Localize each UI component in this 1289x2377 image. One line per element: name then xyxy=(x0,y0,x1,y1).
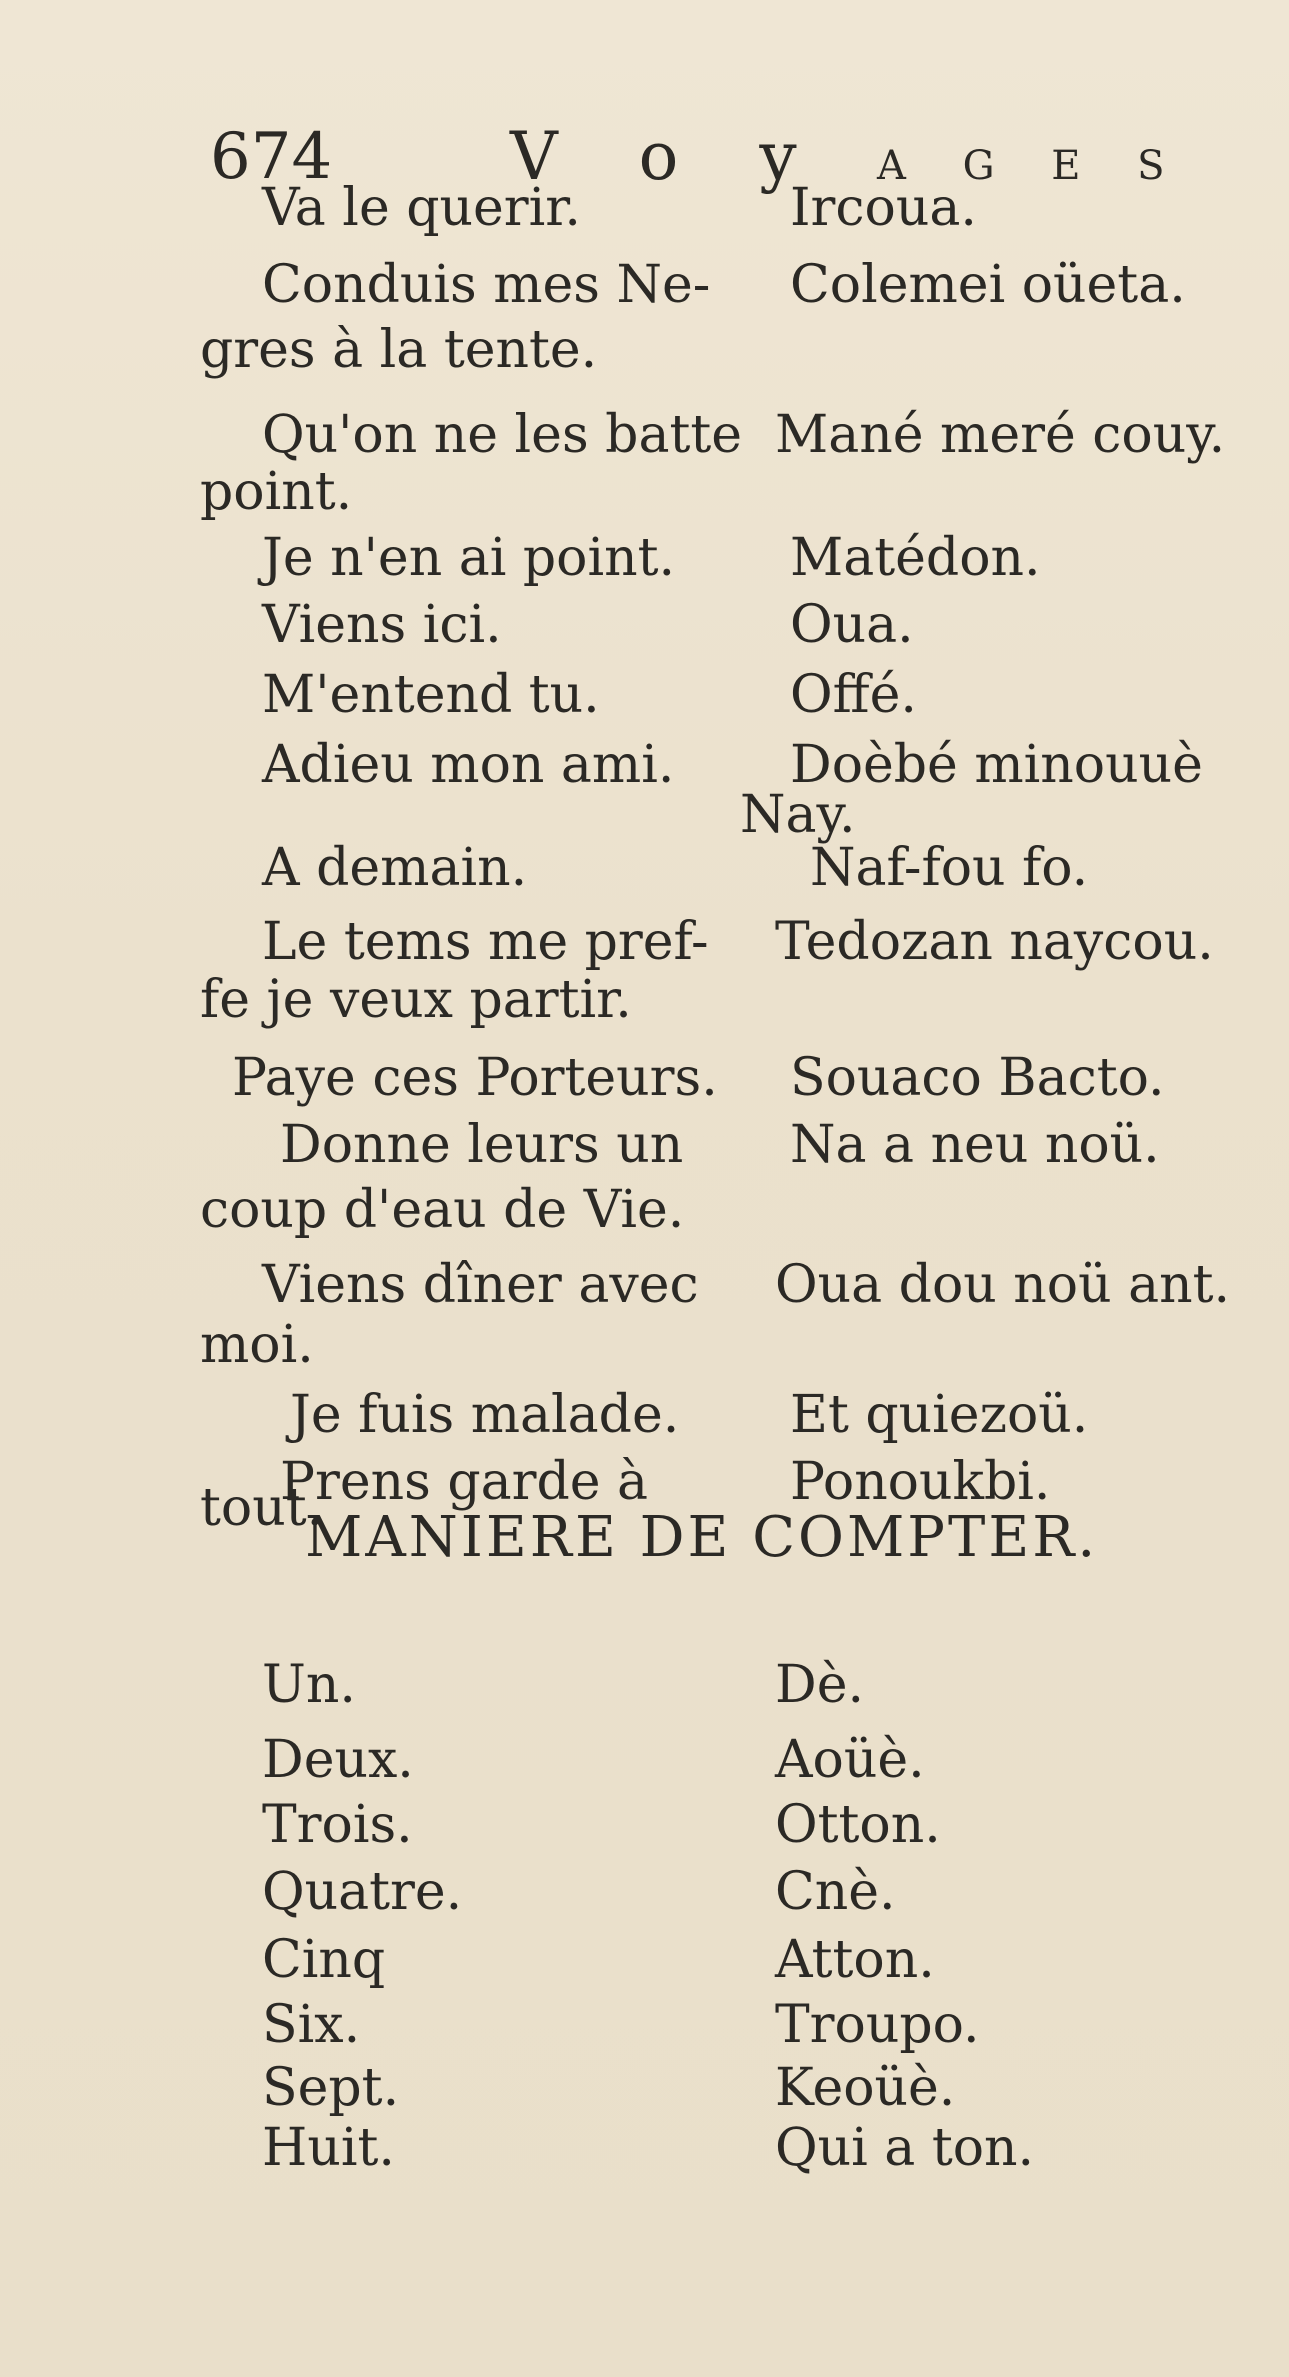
number-native: Otton. xyxy=(775,1795,941,1855)
phrase-fr-cont: fe je veux partir. xyxy=(200,970,632,1030)
number-native: Atton. xyxy=(775,1930,935,1990)
phrase-fr: Qu'on ne les batte xyxy=(262,405,743,465)
phrase-native: Ponoukbi. xyxy=(790,1452,1051,1512)
phrase-fr-cont: gres à la tente. xyxy=(200,320,598,380)
phrase-native: Oua. xyxy=(790,595,914,655)
phrase-fr: Donne leurs un xyxy=(280,1115,684,1175)
phrase-fr-cont: point. xyxy=(200,462,353,522)
running-title-part1: V o y xyxy=(510,118,827,195)
phrase-native: Tedozan naycou. xyxy=(775,912,1214,972)
number-native: Keoüè. xyxy=(775,2058,956,2118)
phrase-fr: Paye ces Porteurs. xyxy=(232,1048,718,1108)
phrase-fr: Le tems me pref- xyxy=(262,912,709,972)
phrase-native: Colemei oüeta. xyxy=(790,255,1186,315)
number-fr: Quatre. xyxy=(262,1862,463,1922)
phrase-native: Doèbé minouuè xyxy=(790,735,1203,795)
phrase-native: Offé. xyxy=(790,665,917,725)
phrase-fr: Je fuis malade. xyxy=(290,1385,680,1445)
number-native: Cnè. xyxy=(775,1862,896,1922)
number-fr: Six. xyxy=(262,1995,361,2055)
number-fr: Trois. xyxy=(262,1795,413,1855)
number-fr: Sept. xyxy=(262,2058,400,2118)
number-fr: Cinq xyxy=(262,1930,386,1990)
phrase-fr: Prens garde à xyxy=(280,1452,649,1512)
number-fr: Huit. xyxy=(262,2118,395,2178)
page-number: 674 xyxy=(210,120,333,194)
running-title-part2: A G E S xyxy=(877,143,1187,189)
section-title: MANIERE DE COMPTER. xyxy=(305,1505,1099,1570)
phrase-native: Ircoua. xyxy=(790,178,977,238)
phrase-native-cont: Nay. xyxy=(740,785,856,845)
number-fr: Un. xyxy=(262,1655,356,1715)
phrase-fr: Viens ici. xyxy=(262,595,502,655)
phrase-native: Na a neu noü. xyxy=(790,1115,1160,1175)
phrase-native: Oua dou noü ant. xyxy=(775,1255,1230,1315)
phrase-native: Matédon. xyxy=(790,528,1041,588)
number-native: Troupo. xyxy=(775,1995,980,2055)
number-native: Qui a ton. xyxy=(775,2118,1035,2178)
phrase-fr-cont: tout. xyxy=(200,1478,324,1538)
phrase-fr-cont: coup d'eau de Vie. xyxy=(200,1180,685,1240)
number-fr: Deux. xyxy=(262,1730,414,1790)
number-native: Dè. xyxy=(775,1655,864,1715)
phrase-native: Naf-fou fo. xyxy=(810,838,1089,898)
phrase-fr: Je n'en ai point. xyxy=(262,528,676,588)
phrase-fr: Adieu mon ami. xyxy=(262,735,675,795)
number-native: Aoüè. xyxy=(775,1730,925,1790)
phrase-fr-cont: moi. xyxy=(200,1315,314,1375)
phrase-fr: A demain. xyxy=(262,838,528,898)
phrase-fr: Conduis mes Ne- xyxy=(262,255,711,315)
phrase-native: Mané meré couy. xyxy=(775,405,1226,465)
phrase-native: Souaco Bacto. xyxy=(790,1048,1165,1108)
phrase-fr: Va le querir. xyxy=(262,178,581,238)
phrase-fr: Viens dîner avec xyxy=(262,1255,699,1315)
phrase-fr: M'entend tu. xyxy=(262,665,600,725)
phrase-native: Et quiezoü. xyxy=(790,1385,1089,1445)
